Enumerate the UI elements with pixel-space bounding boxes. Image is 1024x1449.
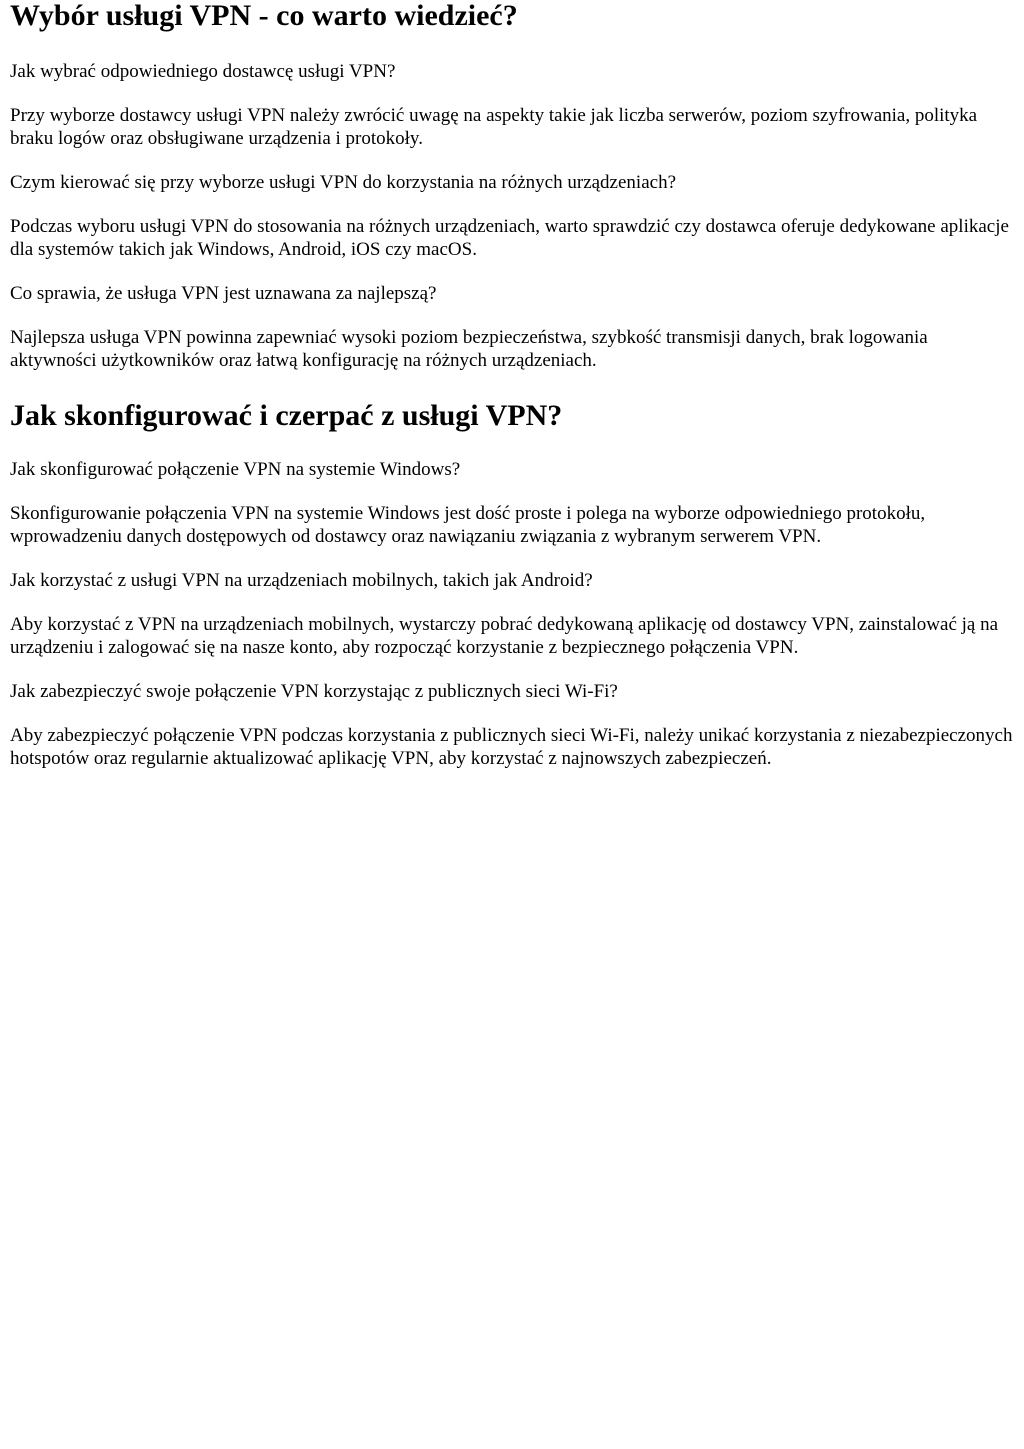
faq-answer: Skonfigurowanie połączenia VPN na systemie Windows jest dość proste i polega na wyborze odpowiedniego protokołu, wprowadzeniu danych dostępowych od dostawcy oraz nawiązaniu związania z wybranym serwerem VPN. [10, 503, 926, 547]
faq-answer: Aby zabezpieczyć połączenie VPN podczas korzystania z publicznych sieci Wi-Fi, należy unikać korzystania z niezabezpieczonych hotspotów oraz regularnie aktualizować aplikację VPN, aby korzystać z najnowszych zabezpieczeń. [10, 725, 1013, 769]
faq-question: Jak skonfigurować połączenie VPN na systemie Windows? [10, 459, 461, 480]
section-heading-vpn-config: Jak skonfigurować i czerpać z usługi VPN? [10, 399, 563, 432]
faq-question: Czym kierować się przy wyborze usługi VPN do korzystania na różnych urządzeniach? [10, 172, 677, 193]
faq-question: Co sprawia, że usługa VPN jest uznawana za najlepszą? [10, 283, 437, 304]
section-heading-vpn-choice: Wybór usługi VPN - co warto wiedzieć? [10, 0, 518, 32]
faq-answer: Przy wyborze dostawcy usługi VPN należy zwrócić uwagę na aspekty takie jak liczba serwerów, poziom szyfrowania, polityka braku logów oraz obsługiwane urządzenia i protokoły. [10, 105, 978, 149]
faq-answer: Najlepsza usługa VPN powinna zapewniać wysoki poziom bezpieczeństwa, szybkość transmisji danych, brak logowania aktywności użytkowników oraz łatwą konfigurację na różnych urządzeniach. [10, 327, 928, 371]
faq-question: Jak korzystać z usługi VPN na urządzeniach mobilnych, takich jak Android? [10, 570, 593, 591]
faq-question: Jak wybrać odpowiedniego dostawcę usługi VPN? [10, 61, 396, 82]
faq-answer: Aby korzystać z VPN na urządzeniach mobilnych, wystarczy pobrać dedykowaną aplikację od dostawcy VPN, zainstalować ją na urządzeniu i zalogować się na nasze konto, aby rozpocząć korzystanie z bezpiecznego połączenia VPN. [10, 614, 999, 658]
faq-answer: Podczas wyboru usługi VPN do stosowania na różnych urządzeniach, warto sprawdzić czy dostawca oferuje dedykowane aplikacje dla systemów takich jak Windows, Android, iOS czy macOS. [10, 216, 1009, 260]
faq-question: Jak zabezpieczyć swoje połączenie VPN korzystając z publicznych sieci Wi-Fi? [10, 681, 618, 702]
